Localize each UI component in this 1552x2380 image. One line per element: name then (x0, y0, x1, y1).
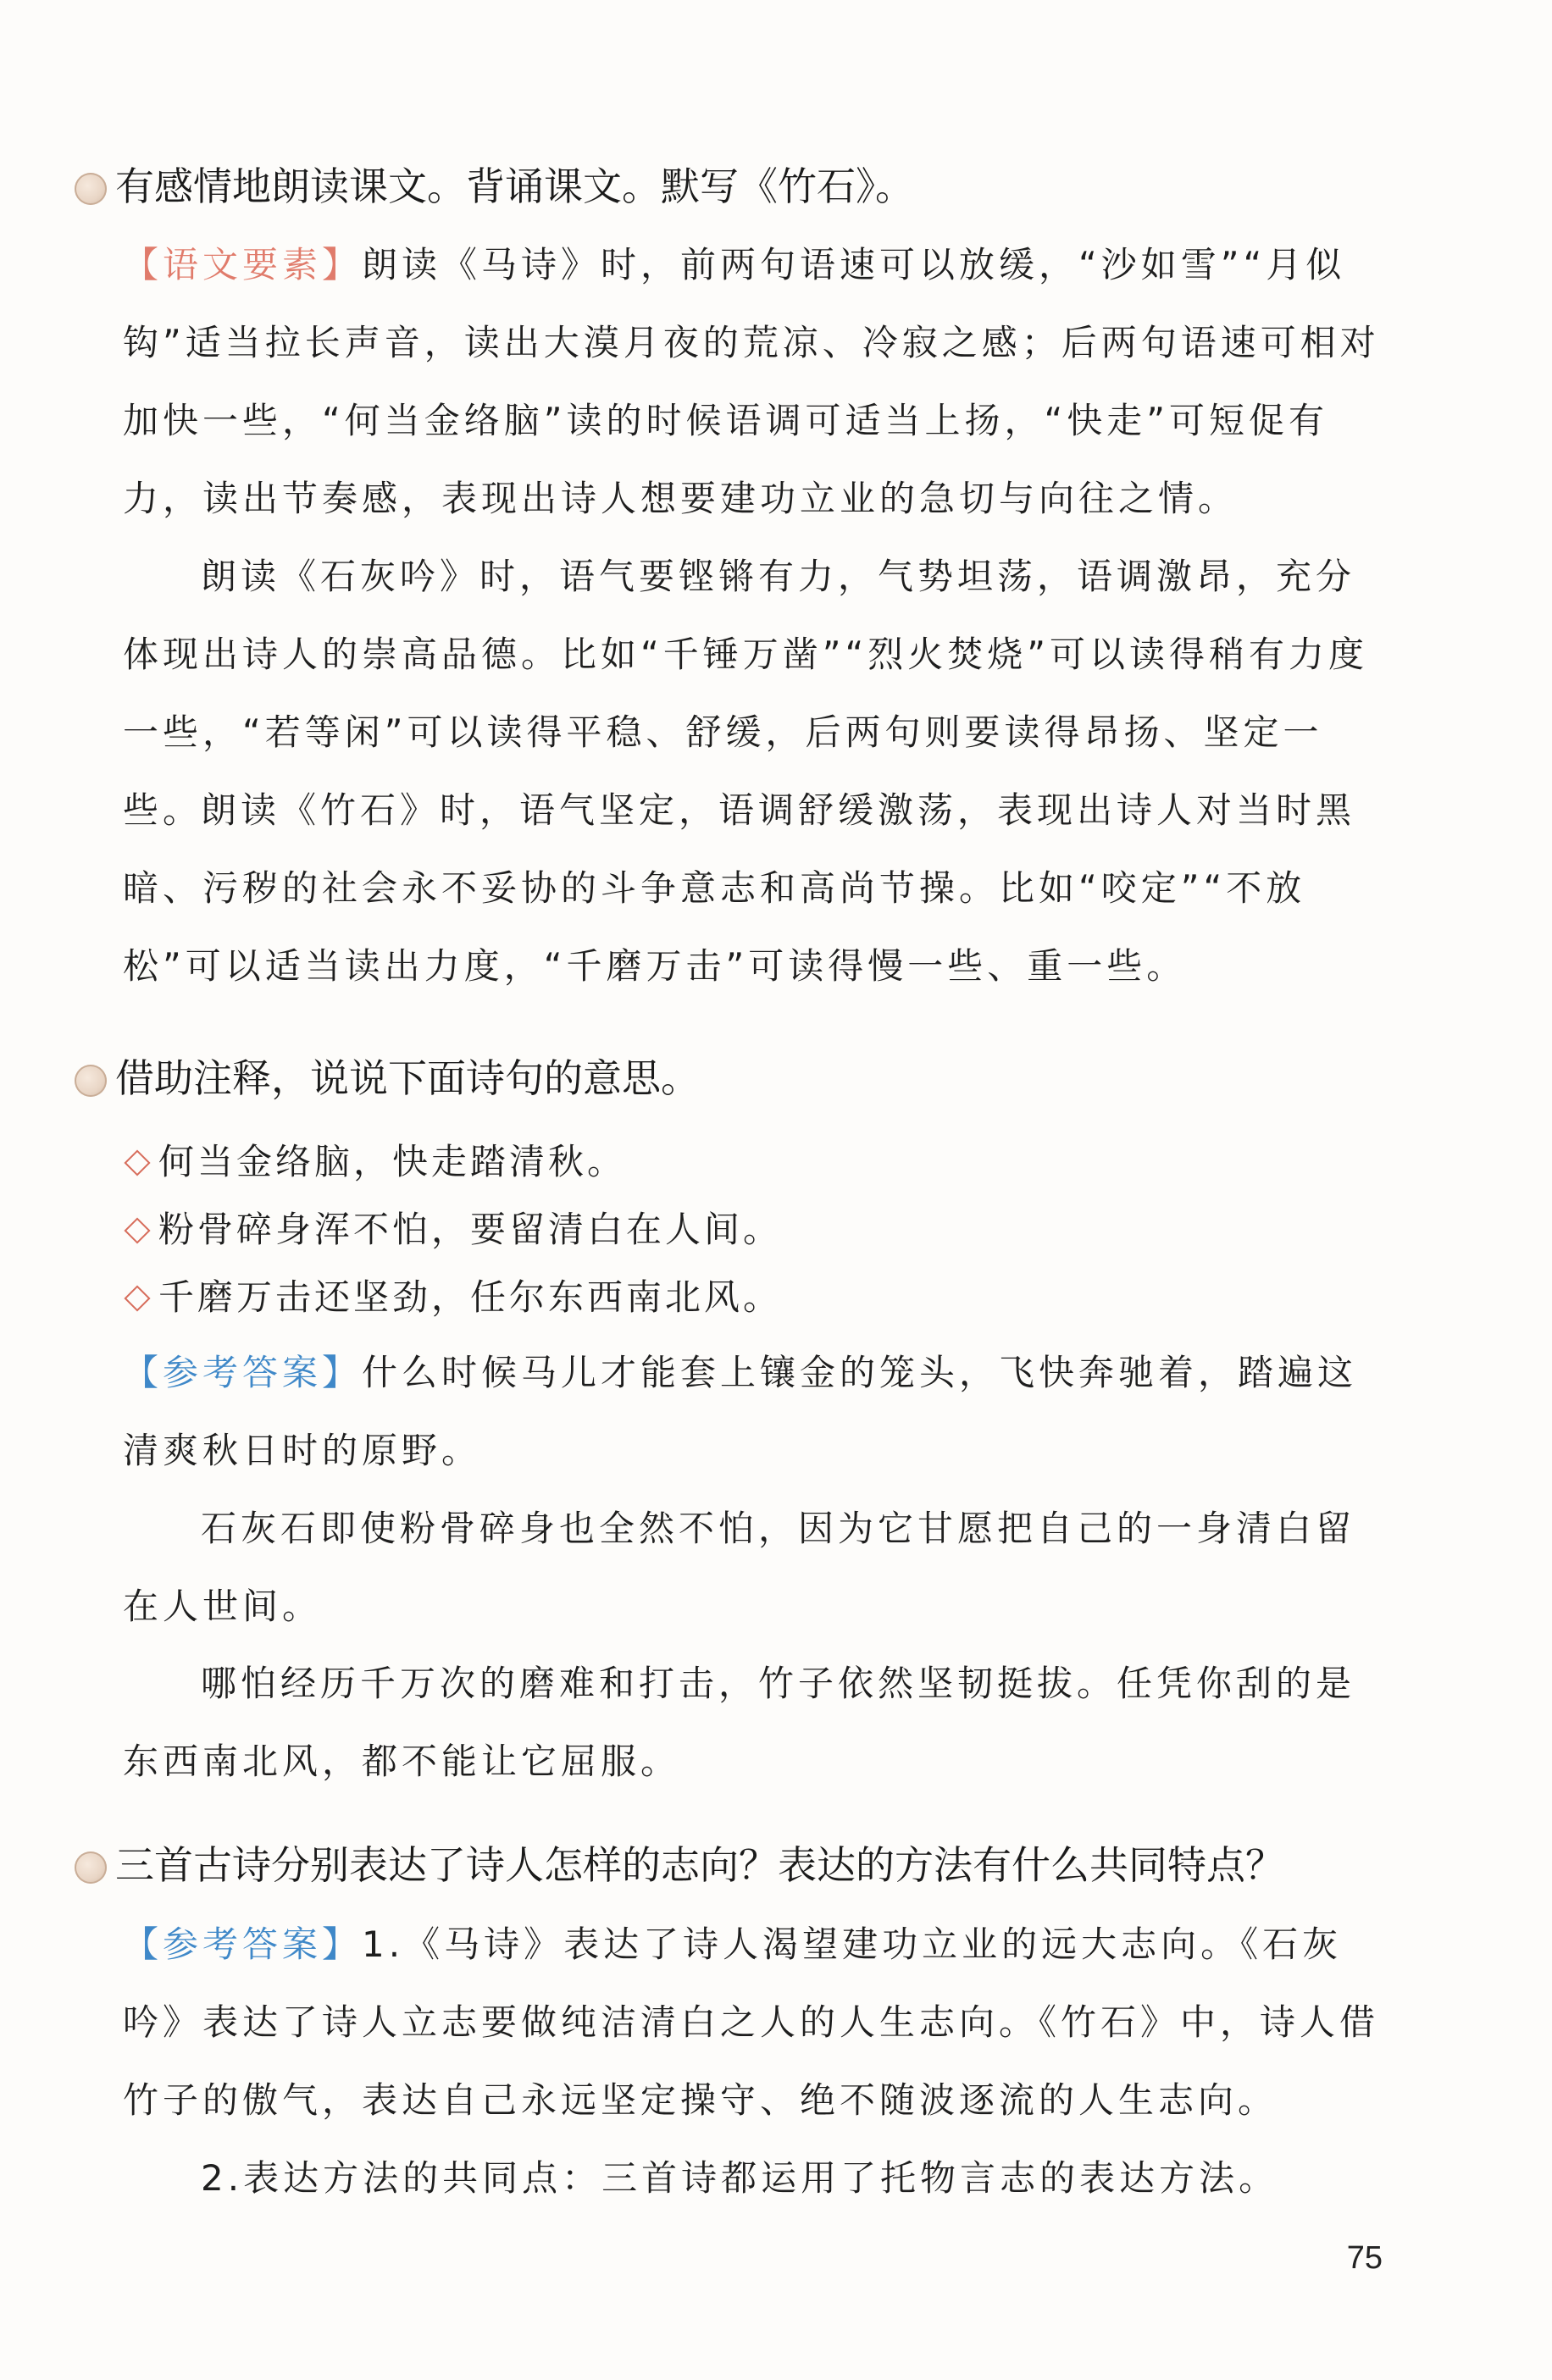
answer-block-1-p1 (123, 226, 1394, 538)
diamond-bullet-icon (124, 1285, 150, 1311)
answer-block-2-p1 (123, 1334, 1394, 1490)
question-marker-icon (75, 1065, 107, 1097)
answer-2-text-3: 哪怕经历千万次的磨难和打击，竹子依然坚韧挺拔。任凭你刮的是东西南北风，都不能让它屈服。 (123, 1663, 1356, 1782)
question-2-text: 借助注释，说说下面诗句的意思。 (115, 1055, 700, 1101)
tag-language-element: 【语文要素】 (123, 244, 363, 285)
answer-block-1-p3 (123, 772, 1394, 1005)
answer-2-text-1: 什么时候马儿才能套上镶金的笼头，飞快奔驰着，踏遍这清爽秋日时的原野。 (123, 1352, 1358, 1471)
diamond-bullet-icon (124, 1217, 150, 1243)
answer-1-text-2: 朗读《石灰吟》时，语气要铿锵有力，气势坦荡，语调激昂，充分体现出诗人的崇高品德。比如“千锤万凿”“烈火焚烧”可以读得稍有力度一些，“若等闲”可以读得平稳、舒缓，后两句则要读得昂扬、坚定一些。 (123, 556, 1369, 831)
answer-3-text-1: 1.《马诗》表达了诗人渴望建功立业的远大志向。《石灰吟》表达了诗人立志要做纯洁清白之人的人生志向。《竹石》中，诗人借竹子的傲气，表达自己永远坚定操守、绝不随波逐流的人生志向。 (123, 1923, 1380, 2121)
answer-block-3-p1 (123, 1906, 1394, 2139)
answer-3-text-2: 2.表达方法的共同点：三首诗都运用了托物言志的表达方法。 (201, 2157, 1279, 2199)
question-marker-icon (75, 1851, 107, 1884)
question-marker-icon (75, 173, 107, 205)
tag-reference-answer: 【参考答案】 (123, 1352, 363, 1393)
question-1 (75, 161, 914, 212)
list-item: 千磨万击还坚劲，任尔东西南北风。 (123, 1264, 782, 1331)
answer-1-text-3: 朗读《竹石》时，语气坚定，语调舒缓激荡，表现出诗人对当时黑暗、污秽的社会永不妥协的斗争意志和高尚节操。比如“咬定”“不放松”可以适当读出力度，“千磨万击”可读得慢一些、重一些。 (123, 789, 1356, 987)
question-3-text: 三首古诗分别表达了诗人怎样的志向？表达的方法有什么共同特点？ (115, 1842, 1284, 1888)
answer-1-text-1: 朗读《马诗》时，前两句语速可以放缓，“沙如雪”“月似钩”适当拉长声音，读出大漠月夜的荒凉、冷寂之感；后两句语速可相对加快一些，“何当金络脑”读的时候语调可适当上扬，“快走”可短促有力，读出节奏感，表现出诗人想要建功立业的急切与向往之情。 (123, 244, 1380, 519)
question-2 (75, 1053, 700, 1104)
poem-line-list (123, 1128, 782, 1331)
answer-block-2-p2 (123, 1490, 1394, 1646)
question-1-text: 有感情地朗读课文。背诵课文。默写《竹石》。 (115, 163, 914, 209)
answer-2-text-2: 石灰石即使粉骨碎身也全然不怕，因为它甘愿把自己的一身清白留在人世间。 (123, 1508, 1356, 1627)
page-number: 75 (1346, 2240, 1383, 2276)
question-3 (75, 1840, 1284, 1890)
answer-block-3-p2 (123, 2139, 1394, 2217)
tag-reference-answer: 【参考答案】 (123, 1923, 363, 1965)
diamond-bullet-icon (124, 1149, 150, 1176)
list-item: 何当金络脑，快走踏清秋。 (123, 1128, 782, 1196)
list-item: 粉骨碎身浑不怕，要留清白在人间。 (123, 1196, 782, 1264)
answer-block-2-p3 (123, 1645, 1394, 1801)
